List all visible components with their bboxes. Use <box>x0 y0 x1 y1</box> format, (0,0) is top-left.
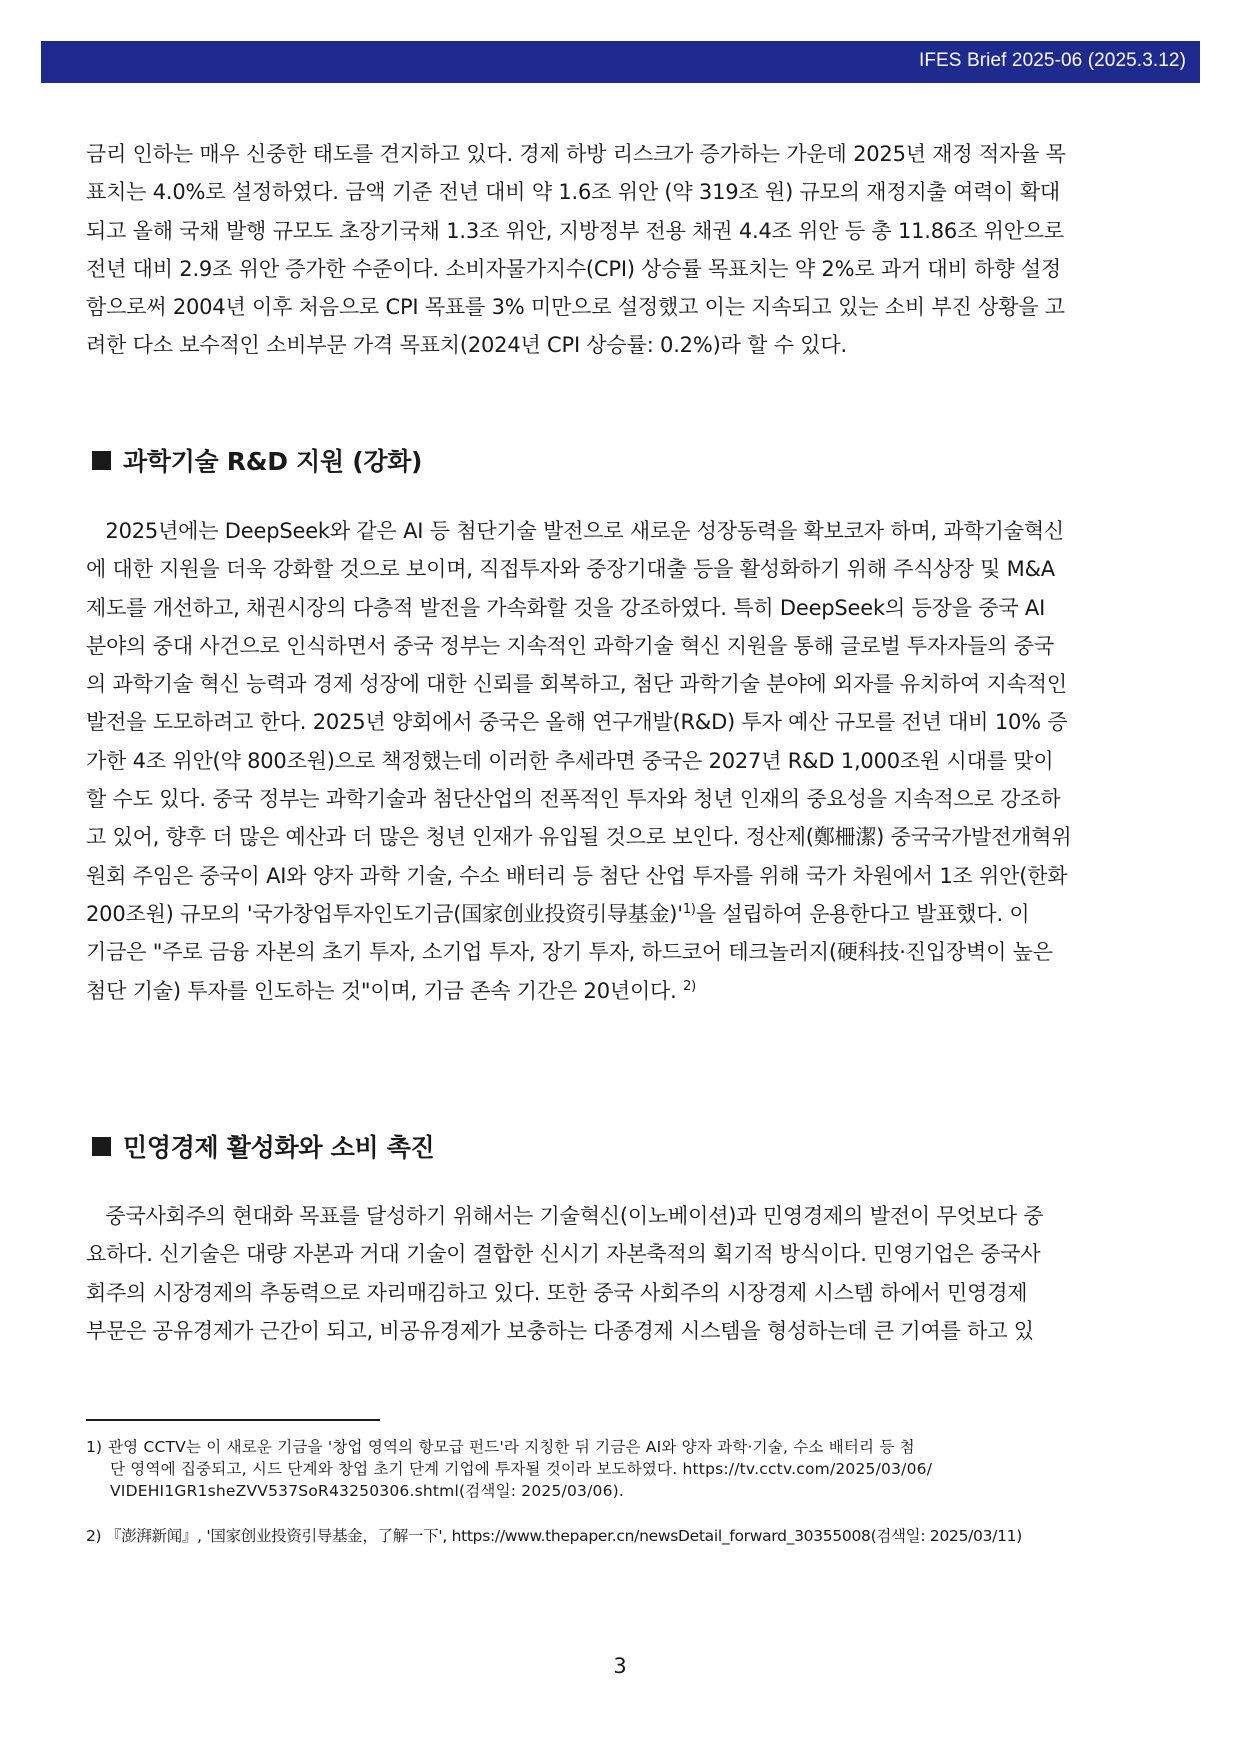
paragraph-rnd <box>86 512 1144 1010</box>
text-line <box>86 895 1144 933</box>
footnote-1 <box>86 1436 1146 1502</box>
header-bar <box>41 41 1200 83</box>
square-bullet-icon <box>92 1137 111 1156</box>
paragraph-intro <box>86 135 1144 365</box>
footnote-divider <box>86 1419 380 1421</box>
footnote-text: 관영 CCTV는 이 새로운 기금을 '창업 영역의 항모급 펀드'라 지칭한 뒤 기금은 AI와 양자 과학·기술, 수소 배터리 등 첨 <box>108 1438 915 1456</box>
footnote-text[interactable]: 『澎湃新闻』, '国家创业投资引导基金，了解一下', https://www.thepaper.cn/newsDetail_forward_30355008(검색일: 2025/03/11) <box>105 1527 1022 1545</box>
text-line: 함으로써 2004년 이후 처음으로 CPI 목표를 3% 미만으로 설정했고 이는 지속되고 있는 소비 부진 상황을 고 <box>86 295 1065 320</box>
footnote-ref-2[interactable]: 2) <box>683 978 697 994</box>
text-line: 할 수도 있다. 중국 정부는 과학기술과 첨단산업의 전폭적인 투자와 청년 인재의 중요성을 지속적으로 강조하 <box>86 787 1061 812</box>
text-line: 에 대한 지원을 더욱 강화할 것으로 보이며, 직접투자와 중장기대출 등을 활성화하기 위해 주식상장 및 M&A <box>86 557 1055 582</box>
text-line: 중국사회주의 현대화 목표를 달성하기 위해서는 기술혁신(이노베이션)과 민영경제의 발전이 무엇보다 중 <box>86 1204 1044 1228</box>
text-line: 요하다. 신기술은 대량 자본과 거대 기술이 결합한 신시기 자본축적의 획기적 방식이다. 민영기업은 중국사 <box>86 1242 1041 1267</box>
text-line: 2025년에는 DeepSeek와 같은 AI 등 첨단기술 발전으로 새로운 성장동력을 확보코자 하며, 과학기술혁신 <box>86 519 1065 543</box>
text-line: 회주의 시장경제의 추동력으로 자리매김하고 있다. 또한 중국 사회주의 시장경제 시스템 하에서 민영경제 <box>86 1280 1028 1305</box>
section-heading-text: 민영경제 활성화와 소비 촉진 <box>123 1133 435 1162</box>
text-line: 기금은 "주로 금융 자본의 초기 투자, 소기업 투자, 장기 투자, 하드코어 테크놀러지(硬科技·진입장벽이 높은 <box>86 940 1053 965</box>
section-heading-private-economy <box>92 1128 434 1164</box>
section-heading-text: 과학기술 R&D 지원 (강화) <box>123 447 423 476</box>
text-line: 고 있어, 향후 더 많은 예산과 더 많은 청년 인재가 유입될 것으로 보인다. 정산제(鄭柵潔) 중국국가발전개혁위 <box>86 825 1072 850</box>
text-line: 제도를 개선하고, 채권시장의 다층적 발전을 가속화할 것을 강조하였다. 특히 DeepSeek의 등장을 중국 AI <box>86 595 1046 620</box>
page-number: 3 <box>613 1654 627 1678</box>
section-heading-rnd <box>92 442 422 478</box>
text-line: 원회 주임은 중국이 AI와 양자 과학 기술, 수소 배터리 등 첨단 산업 투자를 위해 국가 차원에서 1조 위안(한화 <box>86 863 1068 888</box>
header-title: IFES Brief 2025-06 (2025.3.12) <box>918 50 1186 71</box>
text-line: 려한 다소 보수적인 소비부문 가격 목표치(2024년 CPI 상승률: 0.2%)라 할 수 있다. <box>86 333 847 358</box>
text-segment: 첨단 기술) 투자를 인도하는 것"이며, 기금 존속 기간은 20년이다. <box>86 978 684 1003</box>
text-line <box>86 972 1144 1010</box>
text-line: 전년 대비 2.9조 위안 증가한 수준이다. 소비자물가지수(CPI) 상승률 목표치는 약 2%로 과거 대비 하향 설정 <box>86 256 1062 281</box>
text-segment: 을 설립하여 운용한다고 발표했다. 이 <box>695 901 1030 926</box>
text-line: 발전을 도모하려고 한다. 2025년 양회에서 중국은 올해 연구개발(R&D) 투자 예산 규모를 전년 대비 10% 증 <box>86 710 1068 735</box>
paragraph-private-economy <box>86 1197 1144 1350</box>
text-line: 분야의 중대 사건으로 인식하면서 중국 정부는 지속적인 과학기술 혁신 지원을 통해 글로벌 투자자들의 중국 <box>86 633 1054 658</box>
text-line: 부문은 공유경제가 근간이 되고, 비공유경제가 보충하는 다종경제 시스템을 형성하는데 큰 기여를 하고 있 <box>86 1318 1034 1343</box>
footnote-ref-1[interactable]: 1) <box>682 901 696 917</box>
footnote-text[interactable]: VIDEHI1GR1sheZVV537SoR43250306.shtml(검색일: 2025/03/06). <box>110 1482 624 1500</box>
text-line: 되고 올해 국채 발행 규모도 초장기국채 1.3조 위안, 지방정부 전용 채권 4.4조 위안 등 총 11.86조 위안으로 <box>86 218 1064 243</box>
text-line: 금리 인하는 매우 신중한 태도를 견지하고 있다. 경제 하방 리스크가 증가하는 가운데 2025년 재정 적자율 목 <box>86 142 1066 166</box>
text-line: 표치는 4.0%로 설정하였다. 금액 기준 전년 대비 약 1.6조 위안 (약 319조 원) 규모의 재정지출 여력이 확대 <box>86 180 1060 205</box>
footnote-2 <box>86 1525 1146 1547</box>
footnote-text[interactable]: 단 영역에 집중되고, 시드 단계와 창업 초기 단계 기업에 투자될 것이라 보도하였다. https://tv.cctv.com/2025/03/06/ <box>110 1460 933 1478</box>
text-line: 가한 4조 위안(약 800조원)으로 책정했는데 이러한 추세라면 중국은 2027년 R&D 1,000조원 시대를 맞이 <box>86 748 1054 773</box>
square-bullet-icon <box>92 451 111 470</box>
footnote-number: 1) <box>86 1438 103 1456</box>
text-line: 의 과학기술 혁신 능력과 경제 성장에 대한 신뢰를 회복하고, 첨단 과학기술 분야에 외자를 유치하여 지속적인 <box>86 672 1067 697</box>
footnote-number: 2) <box>86 1527 102 1545</box>
text-segment: 200조원) 규모의 '국가창업투자인도기금(国家创业投资引导基金)' <box>86 901 683 926</box>
